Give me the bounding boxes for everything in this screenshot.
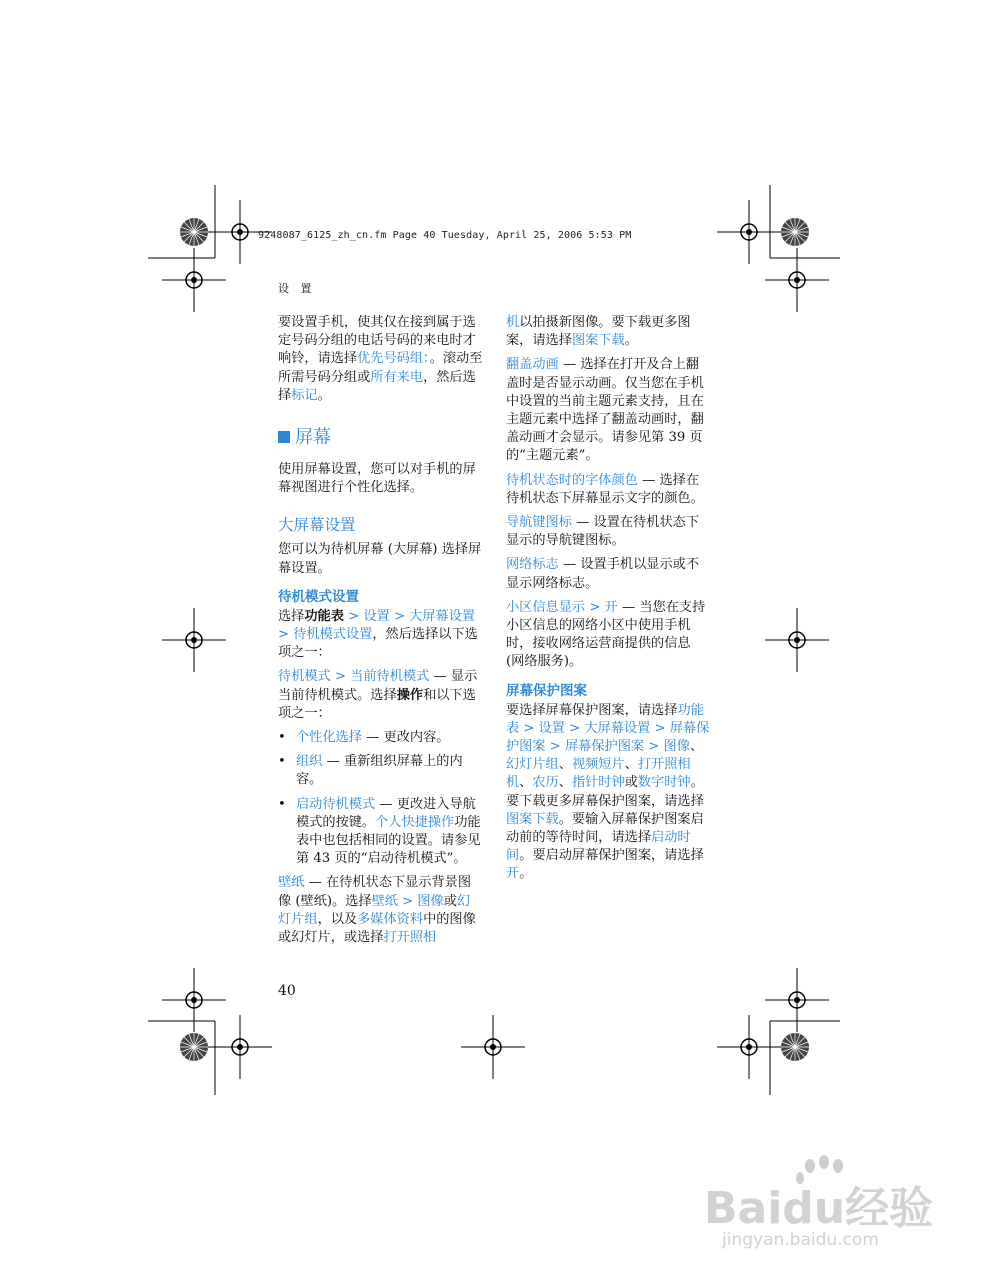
paragraph: 壁纸 — 在待机状态下显示背景图像 (壁纸)。选择壁纸 > 图像或幻灯片组，以及多媒体资料中的图像或幻灯片，或选择打开照相 <box>278 875 476 946</box>
heading-screen: 屏幕 <box>278 427 483 449</box>
paragraph: 待机状态时的字体颜色 — 选择在待机状态下屏幕显示文字的颜色。 <box>506 472 704 506</box>
list-item: • 个性化选择 — 更改内容。 <box>278 729 483 747</box>
registration-star-mark <box>781 218 809 246</box>
baidu-watermark <box>700 1150 940 1260</box>
paragraph: 翻盖动画 — 选择在打开及合上翻盖时是否显示动画。仅当您在手机中设置的当前主题元素支持，且在主题元素中选择了翻盖动画时，翻盖动画才会显示。请参见第 39 页的“主题元素”。 <box>506 357 704 464</box>
registration-cross-mark <box>461 1015 525 1079</box>
heading-standby: 待机模式设置 <box>278 588 359 605</box>
registration-star-mark <box>781 1033 809 1061</box>
paragraph: 要选择屏幕保护图案，请选择功能表 > 设置 > 大屏幕设置 > 屏幕保护图案 > 屏幕保护图案 > 图像、幻灯片组、视频短片、打开照相机、农历、指针时钟或数字时钟。要下载更多屏幕保护图案，请选择图案下载。要输入屏幕保护图案启动前的等待时间，请选择启动时间。要启动屏幕保护图案，请选择开。 <box>506 702 710 882</box>
registration-cross-mark <box>717 200 781 264</box>
paragraph: 使用屏幕设置，您可以对手机的屏幕视图进行个性化选择。 <box>278 462 476 496</box>
registration-cross-mark <box>208 1015 272 1079</box>
heading-screensaver: 屏幕保护图案 <box>506 682 587 699</box>
registration-cross-mark <box>765 968 829 1032</box>
paragraph: 要设置手机，使其仅在接到属于选定号码分组的电话号码的来电时才响铃，请选择优先号码组：。滚动至所需号码分组或所有来电，然后选择标记。 <box>278 315 483 403</box>
registration-cross-mark <box>162 968 226 1032</box>
paragraph: 选择功能表 > 设置 > 大屏幕设置 > 待机模式设置，然后选择以下选项之一： <box>278 608 478 661</box>
paragraph: 您可以为待机屏幕 (大屏幕) 选择屏幕设置。 <box>278 542 482 576</box>
file-info-line: 9248087_6125_zh_cn.fm Page 40 Tuesday, April 25, 2006 5:53 PM <box>258 230 632 241</box>
list-item: • 启动待机模式 — 更改进入导航模式的按键。个人快捷操作功能表中也包括相同的设置。请参见第 43 页的“启动待机模式”。 <box>278 796 483 869</box>
watermark-brand: Baidu经验 <box>704 1183 934 1234</box>
registration-cross-mark <box>765 608 829 672</box>
registration-cross-mark <box>208 200 272 264</box>
registration-cross-mark <box>717 1015 781 1079</box>
page-number: 40 <box>278 983 296 999</box>
paragraph: 网络标志 — 设置手机以显示或不显示网络标志。 <box>506 557 700 591</box>
registration-star-mark <box>180 218 208 246</box>
registration-star-mark <box>180 1033 208 1061</box>
running-header: 设 置 <box>278 282 316 295</box>
paragraph: 小区信息显示 > 开 — 当您在支持小区信息的网络小区中使用手机时，接收网络运营商提供的信息 (网络服务)。 <box>506 599 706 670</box>
list-item: • 组织 — 重新组织屏幕上的内容。 <box>278 753 483 789</box>
paragraph: 待机模式 > 当前待机模式 — 显示当前待机模式。选择操作和以下选项之一： <box>278 669 478 721</box>
paragraph: 机以拍摄新图像。要下载更多图案，请选择图案下载。 <box>506 315 691 349</box>
paragraph: 导航键图标 — 设置在待机状态下显示的导航键图标。 <box>506 515 700 549</box>
watermark-url: jingyan.baidu.com <box>722 1230 879 1250</box>
registration-cross-mark <box>162 608 226 672</box>
heading-big-screen: 大屏幕设置 <box>278 516 356 535</box>
